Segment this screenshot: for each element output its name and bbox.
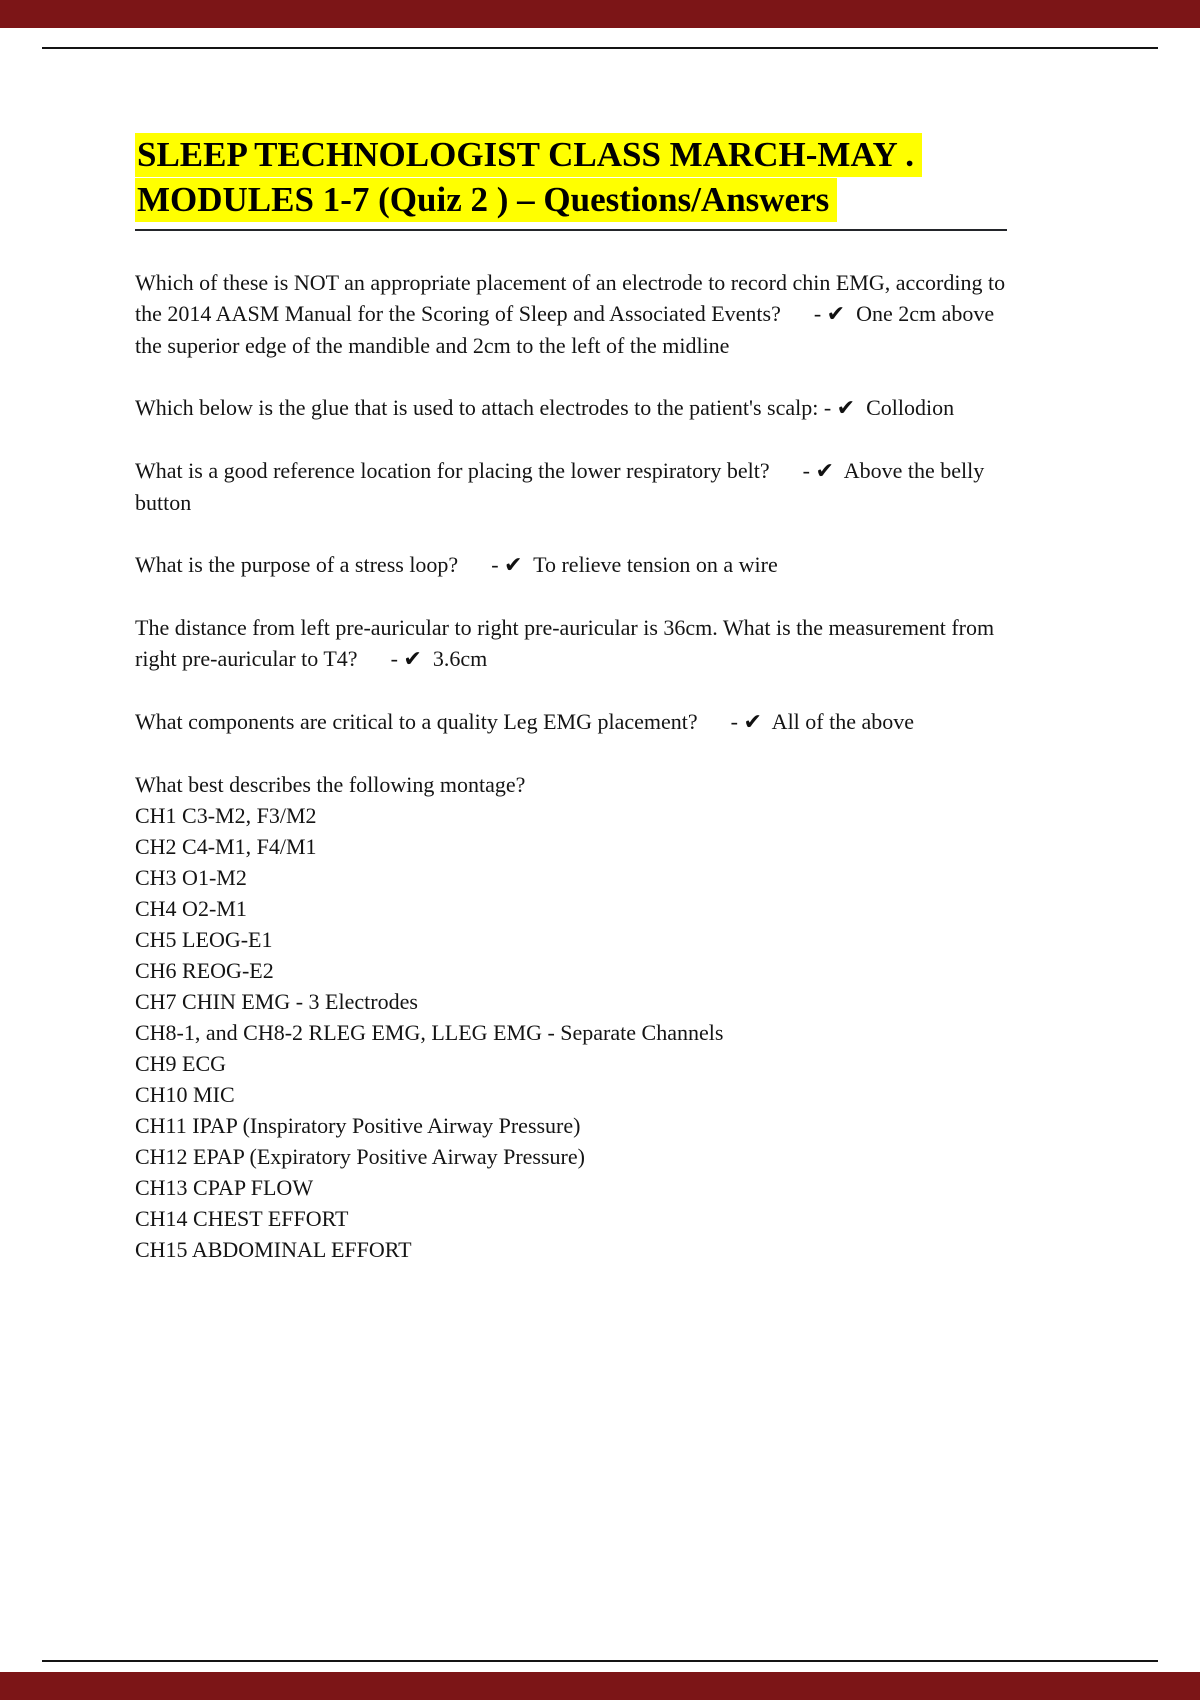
qa-item-6: [135, 706, 1007, 738]
qa-item-5: [135, 612, 1007, 675]
check-icon: ✔: [403, 647, 422, 672]
check-icon: ✔: [504, 553, 523, 578]
check-icon: ✔: [815, 459, 834, 484]
title-line-1: SLEEP TECHNOLOGIST CLASS MARCH-MAY .: [135, 133, 922, 177]
qa-item-1: [135, 267, 1011, 361]
montage-channel-line: CH8-1, and CH8-2 RLEG EMG, LLEG EMG - Separate Channels: [135, 1020, 724, 1045]
answer-text: One 2cm above the superior edge of the mandible and 2cm to the left of the midline: [135, 301, 1000, 358]
montage-channel-line: CH6 REOG-E2: [135, 958, 274, 983]
qa-item-2: [135, 392, 1007, 424]
title-rule: [135, 229, 1007, 231]
answer-text: Collodion: [855, 395, 955, 420]
dash-separator: -: [769, 458, 816, 483]
answer-text: 3.6cm: [421, 646, 488, 671]
dash-separator: -: [818, 395, 837, 420]
bottom-border-bar: [0, 1672, 1200, 1700]
montage-channel-line: CH4 O2-M1: [135, 896, 247, 921]
montage-channel-line: CH11 IPAP (Inspiratory Positive Airway Pressure): [135, 1113, 581, 1138]
montage-channel-line: CH3 O1-M2: [135, 865, 247, 890]
top-border-bar: [0, 0, 1200, 28]
dash-separator: -: [697, 709, 744, 734]
question-text: What is the purpose of a stress loop?: [135, 552, 459, 577]
question-text: Which below is the glue that is used to attach electrodes to the patient's scalp:: [135, 395, 819, 420]
top-rule: [42, 47, 1158, 49]
montage-channel-line: CH9 ECG: [135, 1051, 227, 1076]
montage-channel-line: CH10 MIC: [135, 1082, 235, 1107]
bottom-rule: [42, 1660, 1158, 1662]
montage-channel-line: CH13 CPAP FLOW: [135, 1175, 314, 1200]
question-text: What is a good reference location for placing the lower respiratory belt?: [135, 458, 770, 483]
question-text: Which of these is NOT an appropriate placement of an electrode to record chin EMG, according to the 2014 AASM Manual for the Scoring of Sleep and Associated Events?: [135, 270, 1011, 326]
dash-separator: -: [357, 646, 404, 671]
document-content: [135, 132, 1011, 1265]
check-icon: ✔: [743, 710, 762, 735]
montage-channel-line: CH14 CHEST EFFORT: [135, 1206, 349, 1231]
qa-item-7-montage: [135, 769, 1007, 1265]
qa-item-3: [135, 455, 1007, 518]
check-icon: ✔: [836, 396, 856, 421]
answer-text: All of the above: [761, 709, 915, 734]
answer-text: Above the belly button: [135, 458, 990, 515]
montage-channel-line: CH7 CHIN EMG - 3 Electrodes: [135, 989, 418, 1014]
check-icon: ✔: [826, 302, 846, 327]
title-line-2: MODULES 1-7 (Quiz 2 ) – Questions/Answers: [135, 178, 837, 222]
question-text: What components are critical to a quality Leg EMG placement?: [135, 709, 698, 734]
montage-channel-line: CH2 C4-M1, F4/M1: [135, 834, 317, 859]
question-text: The distance from left pre-auricular to right pre-auricular is 36cm. What is the measurement from right pre-auricular to T4?: [135, 615, 1000, 671]
montage-channel-line: CH1 C3-M2, F3/M2: [135, 803, 317, 828]
montage-channel-line: CH5 LEOG-E1: [135, 927, 273, 952]
qa-item-4: [135, 549, 1007, 581]
dash-separator: -: [780, 301, 827, 326]
montage-channel-line: CH12 EPAP (Expiratory Positive Airway Pressure): [135, 1144, 585, 1169]
page-title: [135, 132, 1007, 222]
answer-text: To relieve tension on a wire: [522, 552, 778, 577]
question-text: What best describes the following montage?: [135, 772, 526, 797]
dash-separator: -: [458, 552, 505, 577]
montage-channel-line: CH15 ABDOMINAL EFFORT: [135, 1237, 412, 1262]
